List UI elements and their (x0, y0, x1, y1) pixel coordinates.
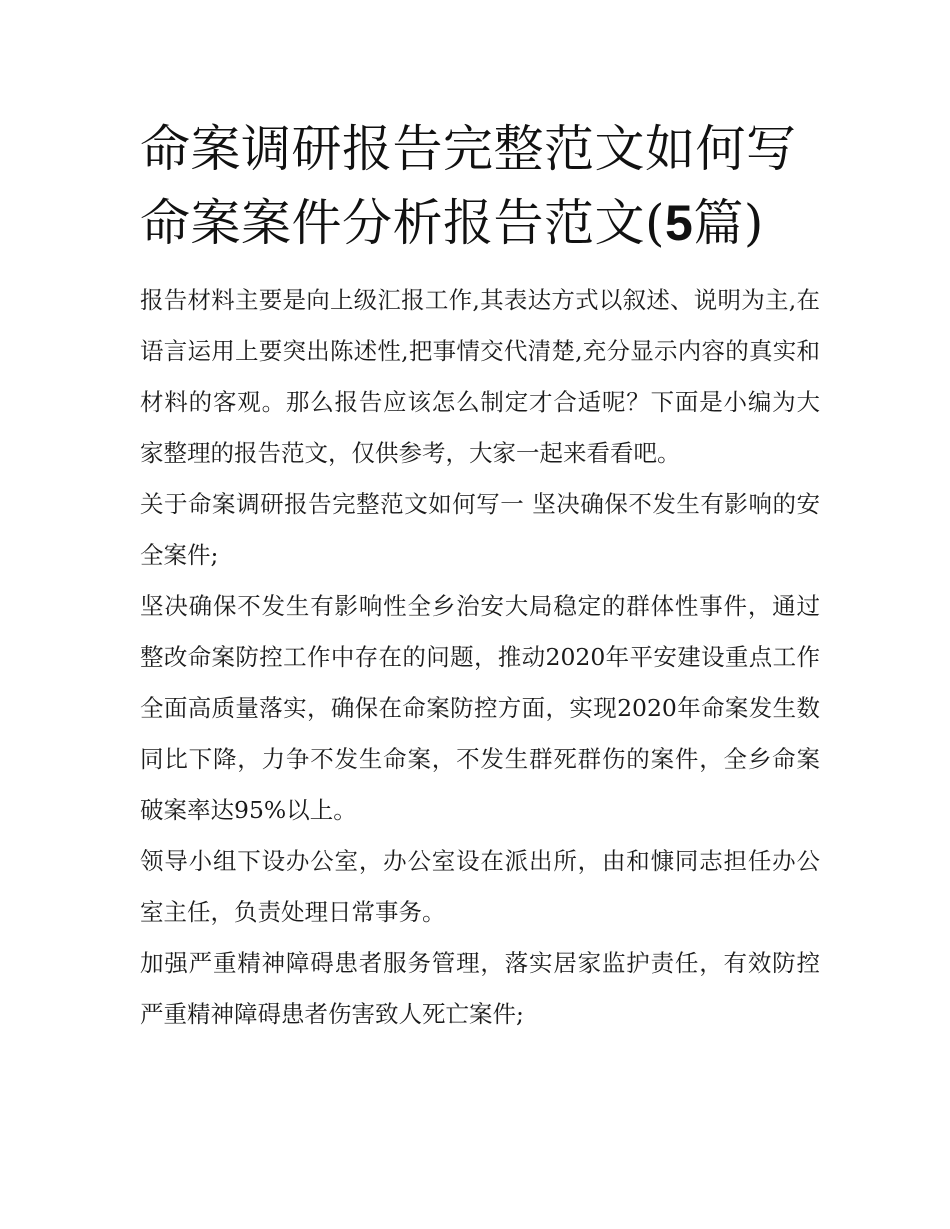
paragraph-goals: 坚决确保不发生有影响性全乡治安大局稳定的群体性事件，通过整改命案防控工作中存在的问题，推动2020年平安建设重点工作全面高质量落实，确保在命案防控方面，实现2020年命案发生数同比下降，力争不发生命案，不发生群死群伤的案件，全乡命案破案率达95%以上。 (140, 592, 820, 824)
title-suffix: 篇) (693, 194, 764, 252)
paragraph-office: 领导小组下设办公室，办公室设在派出所，由和慷同志担任办公室主任，负责处理日常事务。 (140, 847, 820, 926)
title-count: 5 (665, 195, 694, 251)
paragraph-mental-health: 加强严重精神障碍患者服务管理，落实居家监护责任，有效防控严重精神障碍患者伤害致人死亡案件; (140, 949, 820, 1028)
document-title (140, 112, 820, 260)
document-body (140, 275, 820, 1040)
title-text: 命案调研报告完整范文如何写命案案件分析报告范文( (140, 120, 797, 252)
paragraph-section-heading: 关于命案调研报告完整范文如何写一 坚决确保不发生有影响的安全案件; (140, 490, 820, 569)
paragraph-intro: 报告材料主要是向上级汇报工作,其表达方式以叙述、说明为主,在语言运用上要突出陈述性,把事情交代清楚,充分显示内容的真实和材料的客观。那么报告应该怎么制定才合适呢？下面是小编为大家整理的报告范文，仅供参考，大家一起来看看吧。 (140, 286, 820, 467)
